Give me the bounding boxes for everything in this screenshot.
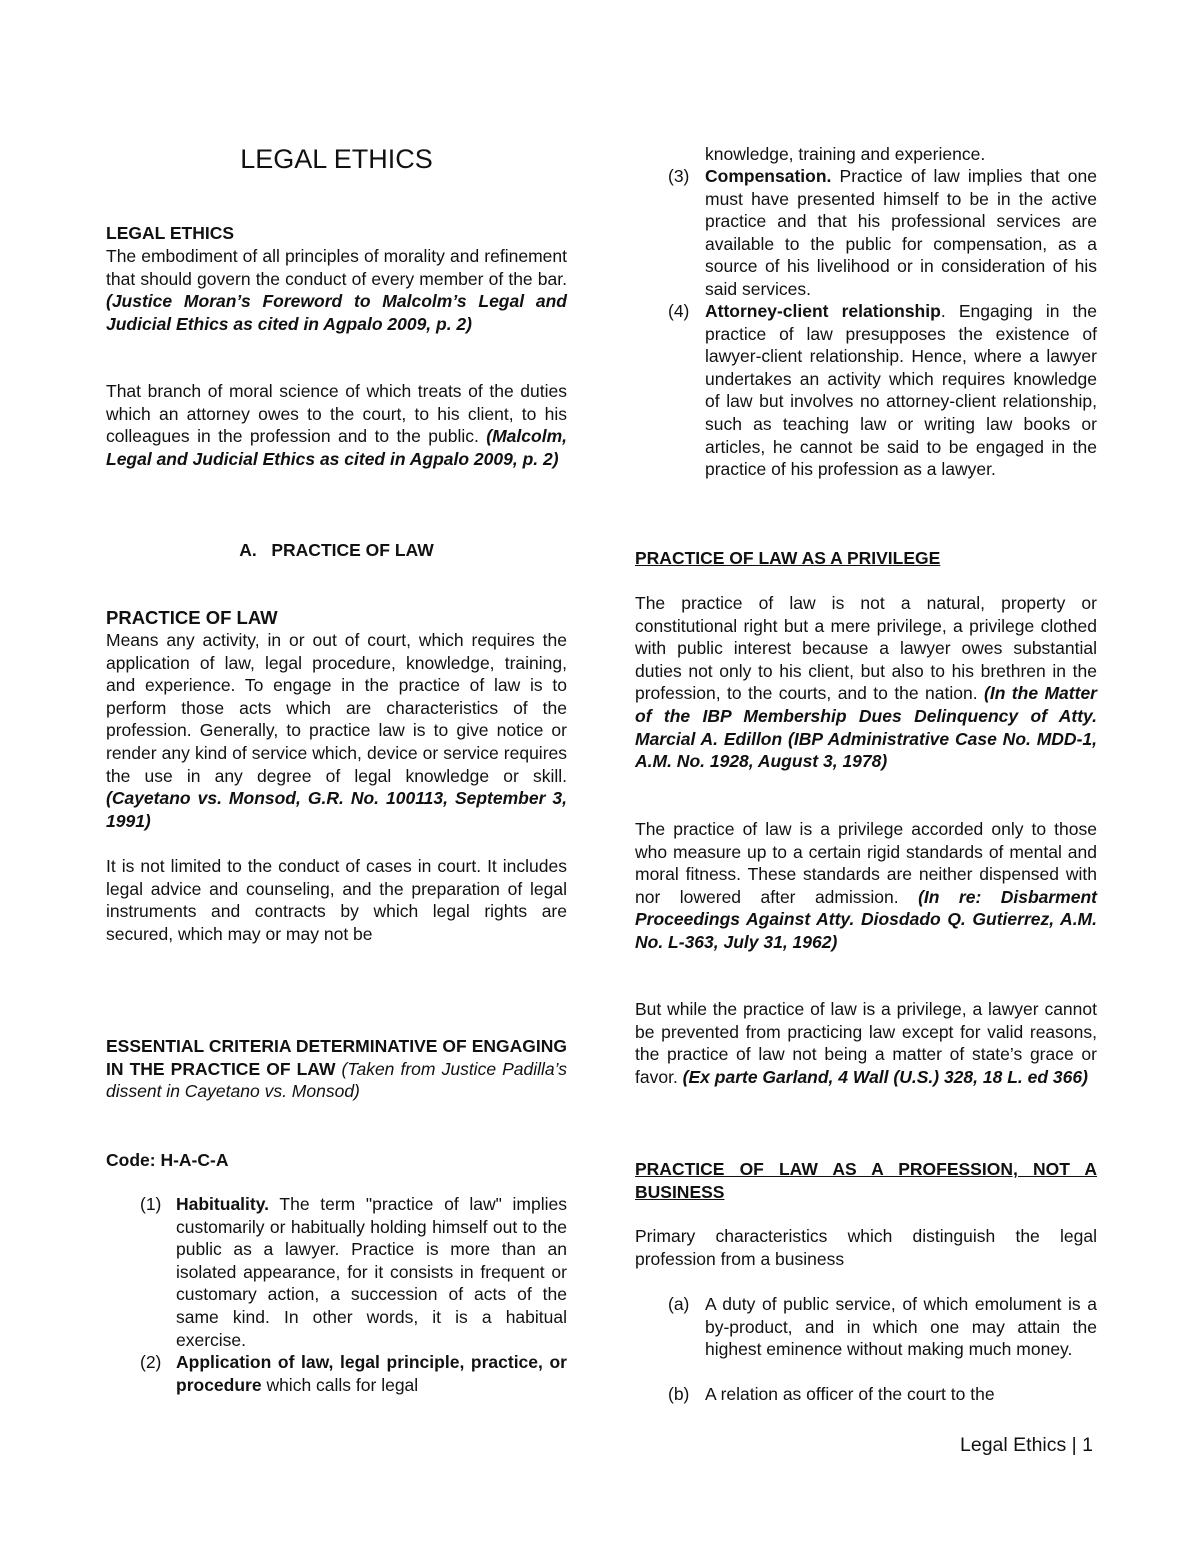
item-1-title: Habituality. (176, 1194, 270, 1214)
definition-1-text: The embodiment of all principles of morality and refinement that should govern the conduct of every member of the bar. (106, 246, 567, 289)
practice-of-law-text: Means any activity, in or out of court, which requires the application of law, legal procedure, knowledge, training, and experience. To engage in the practice of law is to perform those acts which are characteristics of the profession. Generally, to practice law is to give notice or render any kind of service which, device or service requires the use in any degree of legal knowledge or skill. (106, 630, 567, 786)
privilege-2-citation: (In re: Disbarment Proceedings Against Atty. Diosdado Q. Gutierrez, A.M. No. L-363, July 31, 1962) (635, 886, 1097, 952)
privilege-2-text: The practice of law is a privilege accorded only to those who measure up to a certain rigid standards of mental and moral fitness. These standards are neither dispensed with nor lowered after admission. (635, 819, 1097, 907)
privilege-paragraph-3 (635, 998, 1097, 1088)
essential-criteria-paragraph (106, 1035, 567, 1103)
practice-of-law-citation: (Cayetano vs. Monsod, G.R. No. 100113, September 3, 1991) (106, 788, 567, 831)
privilege-1-citation: (In the Matter of the IBP Membership Dues Delinquency of Atty. Marcial A. Edillon (IBP Administrative Case No. MDD-1, A.M. No. 1928, August 3, 1978) (635, 683, 1097, 772)
item-4-number: (4) (668, 301, 690, 321)
definition-2-citation: (Malcolm, Legal and Judicial Ethics as cited in Agpalo 2009, p. 2) (106, 426, 567, 469)
criteria-item-3 (635, 165, 1097, 301)
item-a-text: A duty of public service, of which emolument is a by-product, and in which one may attain the highest eminence without making much money. (705, 1294, 1097, 1360)
definition-paragraph-2 (106, 380, 567, 470)
privilege-paragraph-1 (635, 592, 1097, 773)
privilege-1-text: The practice of law is not a natural, property or constitutional right but a mere privilege, a privilege clothed with public interest because a lawyer owes substantial duties not only to his client, but also to his brethren in the profession, to the courts, and to the nation. (635, 593, 1097, 704)
item-3-title: Compensation. (705, 166, 832, 186)
criteria-item-2 (106, 1351, 567, 1396)
item-2-text: which calls for legal (261, 1374, 419, 1395)
item-4-title: Attorney-client relationship (705, 301, 941, 321)
criteria-item-4 (635, 300, 1097, 481)
essential-criteria-note: (Taken from Justice Padilla’s dissent in Cayetano vs. Monsod) (106, 1058, 567, 1102)
item-1-number: (1) (140, 1194, 162, 1214)
definition-2-text: That branch of moral science of which treats of the duties which an attorney owes to the court, to his client, to his colleagues in the profession and to the public. (106, 381, 567, 447)
document-title: LEGAL ETHICS (240, 144, 433, 174)
privilege-paragraph-2 (635, 818, 1097, 954)
section-a-heading: A. PRACTICE OF LAW (239, 540, 434, 560)
item-2-continuation: knowledge, training and experience. (705, 144, 986, 164)
code-label: Code: H-A-C-A (106, 1150, 229, 1170)
legal-ethics-heading: LEGAL ETHICS (106, 223, 235, 243)
criteria-item-1 (106, 1193, 567, 1351)
item-4-text: . Engaging in the practice of law presupposes the existence of lawyer-client relationship. Hence, where a lawyer undertakes an activity which requires knowledge of law but involves no attorney-client relationship, such as teaching law or writing law books or articles, he cannot be said to be engaged in the practice of his profession as a lawyer. (705, 301, 1097, 480)
item-3-text: Practice of law implies that one must have presented himself to be in the active practice and that his professional services are available to the public for compensation, as a source of his livelihood or in consideration of his said services. (705, 166, 1097, 299)
item-b-number: (b) (668, 1384, 690, 1404)
practice-of-law-paragraph (106, 629, 567, 832)
privilege-3-citation: (Ex parte Garland, 4 Wall (U.S.) 328, 18 L. ed 366) (682, 1066, 1088, 1087)
definition-1-citation: (Justice Moran’s Foreword to Malcolm’s Legal and Judicial Ethics as cited in Agpalo 2009, p. 2) (106, 291, 567, 334)
characteristic-item-b (635, 1383, 1097, 1406)
item-2-title: Application of law, legal principle, practice, or procedure (176, 1352, 567, 1395)
essential-criteria-heading: ESSENTIAL CRITERIA DETERMINATIVE OF ENGAGING IN THE PRACTICE OF LAW (106, 1036, 567, 1079)
page-footer: Legal Ethics | 1 (960, 1434, 1093, 1456)
practice-of-law-paragraph-2: It is not limited to the conduct of cases in court. It includes legal advice and counseling, and the preparation of legal instruments and contracts by which legal rights are secured, which may or may not be (106, 856, 567, 944)
profession-paragraph: Primary characteristics which distinguish the legal profession from a business (635, 1226, 1097, 1269)
item-1-text: The term "practice of law" implies customarily or habitually holding himself out to the public as a lawyer. Practice is more than an isolated appearance, for it consists in frequent or customary action, a succession of acts of the same kind. In other words, it is a habitual exercise. (176, 1194, 567, 1350)
item-b-text: A relation as officer of the court to the (705, 1384, 995, 1404)
definition-paragraph-1 (106, 245, 567, 335)
practice-of-law-heading: PRACTICE OF LAW (106, 607, 278, 628)
item-2-number: (2) (140, 1352, 162, 1372)
characteristic-item-a (635, 1293, 1097, 1361)
item-a-number: (a) (668, 1294, 690, 1314)
privilege-heading: PRACTICE OF LAW AS A PRIVILEGE (635, 548, 941, 568)
privilege-3-text: But while the practice of law is a privilege, a lawyer cannot be prevented from practicing law except for valid reasons, the practice of law not being a matter of state’s grace or favor. (635, 999, 1097, 1087)
profession-heading: PRACTICE OF LAW AS A PROFESSION, NOT A BUSINESS (635, 1159, 1097, 1202)
item-3-number: (3) (668, 166, 690, 186)
